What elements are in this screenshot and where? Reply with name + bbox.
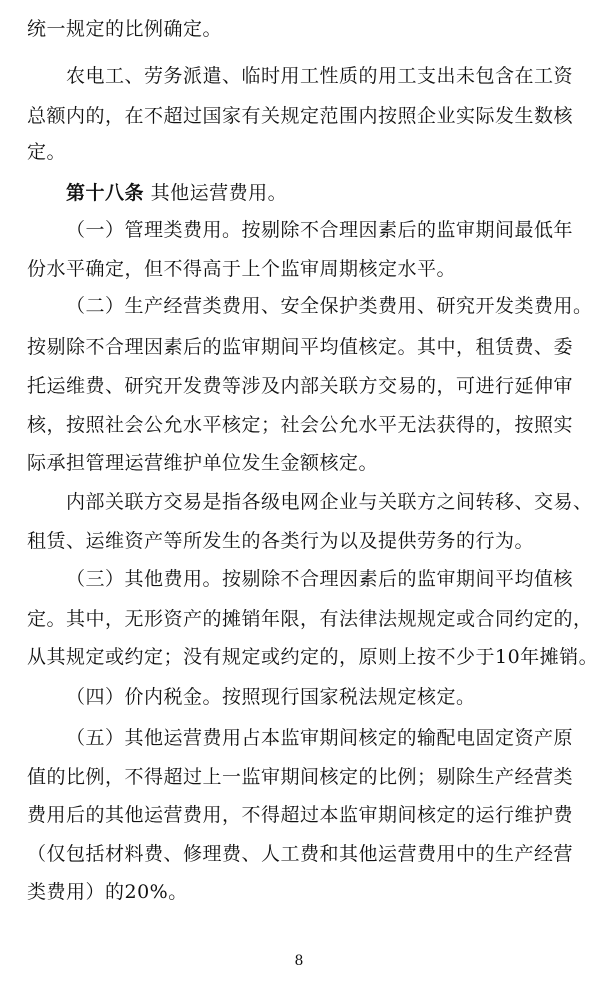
text-line: （仅包括材料费、修理费、人工费和其他运营费用中的生产经营 bbox=[27, 843, 574, 865]
article-heading bbox=[66, 181, 287, 205]
text-line: 费用后的其他运营费用，不得超过本监审期间核定的运行维护费 bbox=[27, 804, 574, 826]
text-line: 按剔除不合理因素后的监审期间平均值核定。其中，租赁费、委 bbox=[27, 336, 574, 358]
text-line: （二）生产经营类费用、安全保护类费用、研究开发类费用。 bbox=[66, 295, 593, 317]
text-line: 统一规定的比例确定。 bbox=[27, 18, 223, 40]
text-line: 从其规定或约定；没有规定或约定的，原则上按不少于10年摊销。 bbox=[27, 646, 598, 668]
article-number: 第十八条 bbox=[66, 182, 145, 204]
article-title: 其他运营费用。 bbox=[150, 182, 288, 204]
text-line: （五）其他运营费用占本监审期间核定的输配电固定资产原 bbox=[66, 727, 574, 749]
text-line: 租赁、运维资产等所发生的各类行为以及提供劳务的行为。 bbox=[27, 530, 535, 552]
text-line: 份水平确定，但不得高于上个监审周期核定水平。 bbox=[27, 258, 457, 280]
text-line: （四）价内税金。按照现行国家税法规定核定。 bbox=[66, 686, 476, 708]
text-line: 内部关联方交易是指各级电网企业与关联方之间转移、交易、 bbox=[66, 491, 593, 513]
text-line: 定。 bbox=[27, 141, 67, 163]
text-line: 际承担管理运营维护单位发生金额核定。 bbox=[27, 452, 379, 474]
text-line: 类费用）的20%。 bbox=[27, 881, 188, 903]
text-line: 核，按照社会公允水平核定；社会公允水平无法获得的，按照实 bbox=[27, 414, 574, 436]
text-line: 托运维费、研究开发费等涉及内部关联方交易的，可进行延伸审 bbox=[27, 375, 574, 397]
page-number: 8 bbox=[294, 953, 304, 969]
text-line: 农电工、劳务派遣、临时用工性质的用工支出未包含在工资 bbox=[66, 65, 574, 87]
text-line: 定。其中，无形资产的摊销年限，有法律法规规定或合同约定的， bbox=[27, 608, 593, 630]
text-line: （一）管理类费用。按剔除不合理因素后的监审期间最低年 bbox=[66, 219, 574, 241]
text-line: 总额内的，在不超过国家有关规定范围内按照企业实际发生数核 bbox=[27, 105, 574, 127]
text-line: （三）其他费用。按剔除不合理因素后的监审期间平均值核 bbox=[66, 568, 574, 590]
text-line: 值的比例，不得超过上一监审期间核定的比例；剔除生产经营类 bbox=[27, 766, 574, 788]
